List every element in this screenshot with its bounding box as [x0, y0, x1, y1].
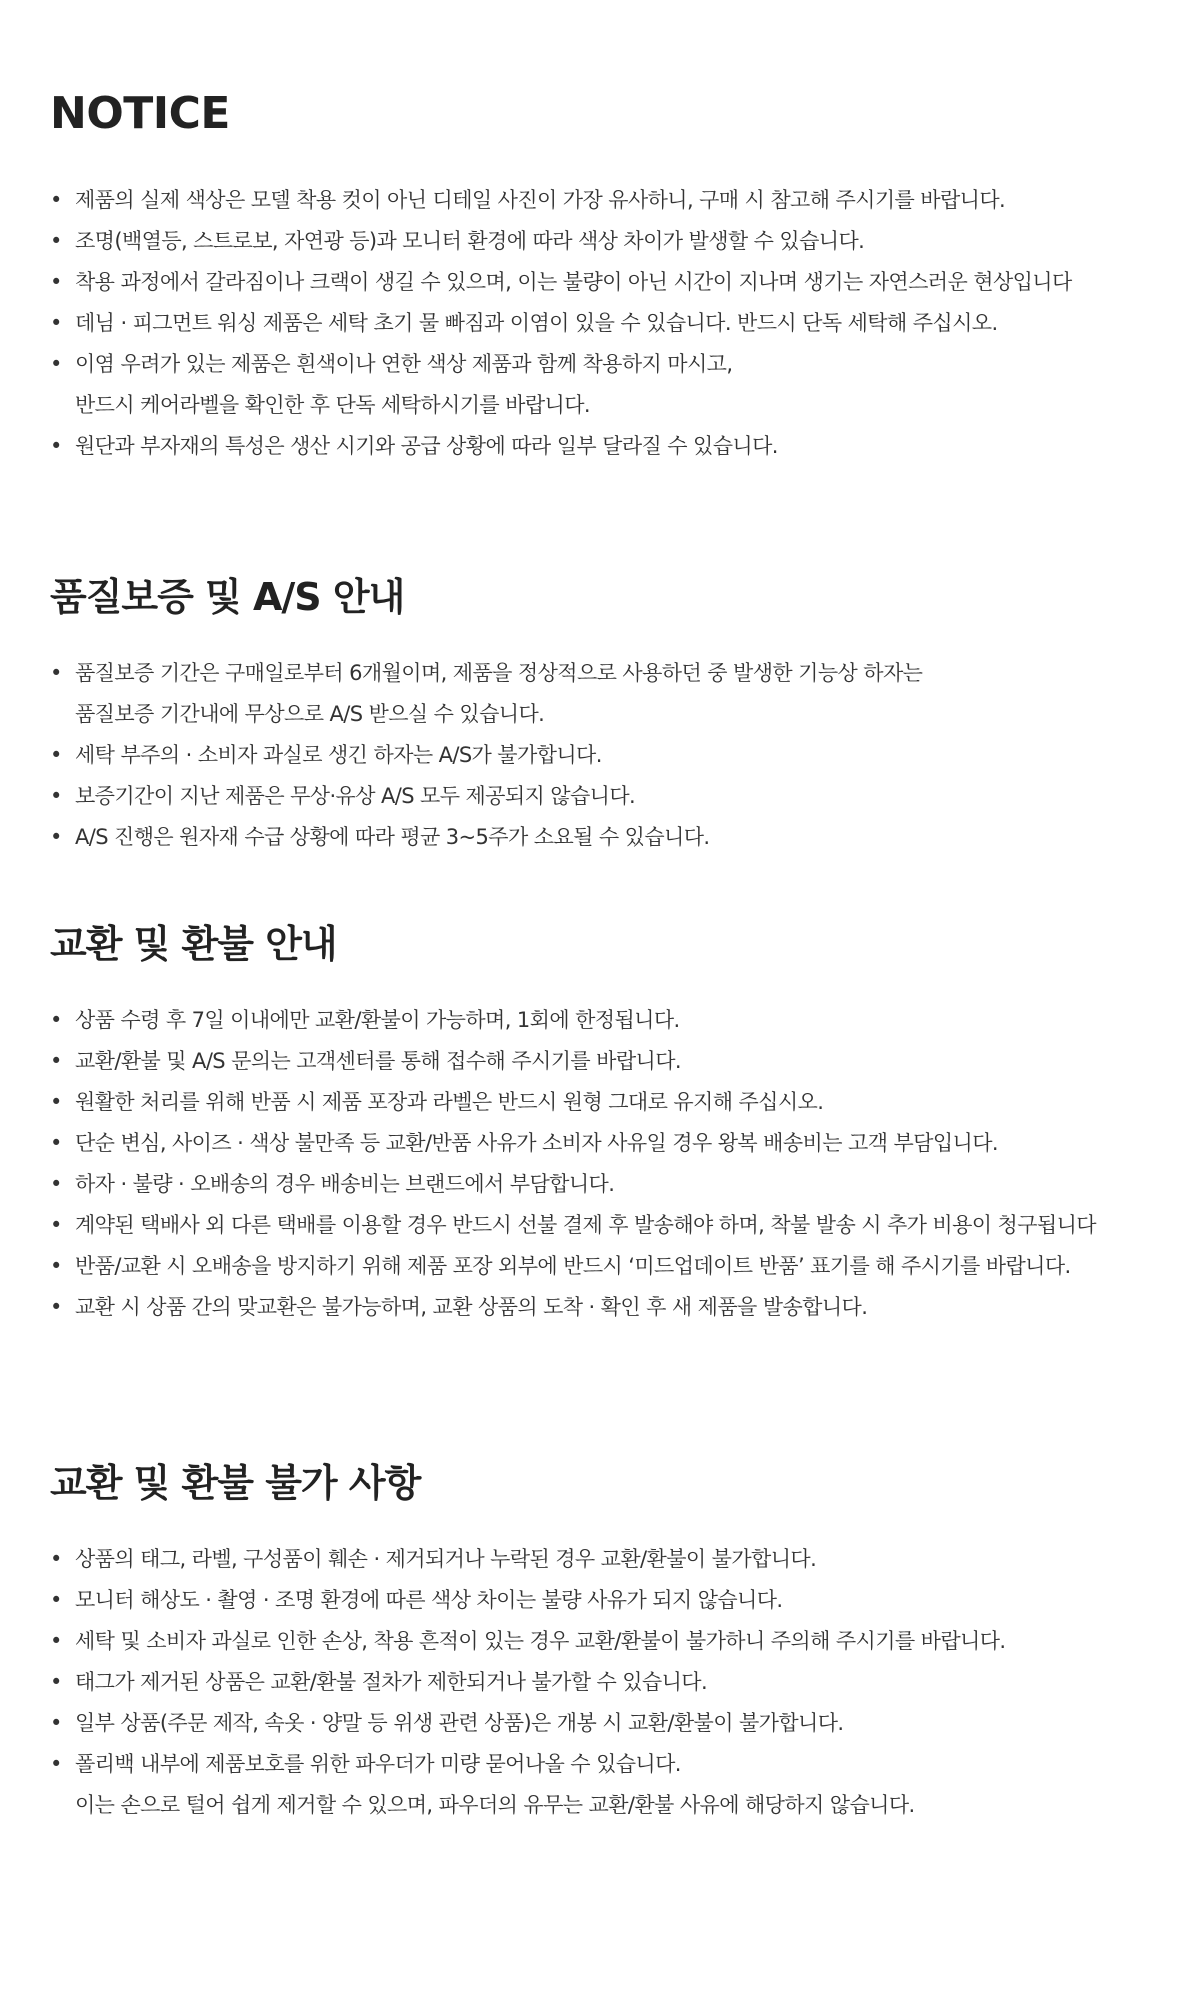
bullet-icon: •: [50, 1547, 62, 1571]
list-item: [50, 1246, 1190, 1287]
list-item: [50, 1703, 1190, 1744]
bullet-icon: •: [50, 188, 62, 212]
list-item: [50, 1123, 1190, 1164]
bullet-icon: •: [50, 1131, 62, 1155]
notice-section: [50, 88, 1190, 467]
bullet-icon: •: [50, 1254, 62, 1278]
list-item: [50, 653, 1190, 735]
bullet-icon: •: [50, 1049, 62, 1073]
list-item: [50, 1580, 1190, 1621]
list-item-text: 반품/교환 시 오배송을 방지하기 위해 제품 포장 외부에 반드시 ‘미드업데이트 반품’ 표기를 해 주시기를 바랍니다.: [75, 1254, 1071, 1278]
list-item-text: 조명(백열등, 스트로보, 자연광 등)과 모니터 환경에 따라 색상 차이가 발생할 수 있습니다.: [75, 229, 865, 253]
list-item-text: 데님 · 피그먼트 워싱 제품은 세탁 초기 물 빠짐과 이염이 있을 수 있습니다. 반드시 단독 세탁해 주십시오.: [75, 311, 998, 335]
list-item: [50, 1041, 1190, 1082]
list-item-text: 반드시 케어라벨을 확인한 후 단독 세탁하시기를 바랍니다.: [75, 393, 590, 417]
bullet-icon: •: [50, 311, 62, 335]
list-item-text: 보증기간이 지난 제품은 무상·유상 A/S 모두 제공되지 않습니다.: [75, 784, 636, 808]
list-item: [50, 1000, 1190, 1041]
list-item-text: 품질보증 기간내에 무상으로 A/S 받으실 수 있습니다.: [75, 702, 545, 726]
bullet-icon: •: [50, 661, 62, 685]
bullet-icon: •: [50, 352, 62, 376]
bullet-icon: •: [50, 784, 62, 808]
list-item: [50, 1205, 1190, 1246]
list-item: [50, 426, 1190, 467]
exchange-list: [50, 1000, 1190, 1328]
list-item-text: 단순 변심, 사이즈 · 색상 불만족 등 교환/반품 사유가 소비자 사유일 경우 왕복 배송비는 고객 부담입니다.: [75, 1131, 998, 1155]
list-item-text: 착용 과정에서 갈라짐이나 크랙이 생길 수 있으며, 이는 불량이 아닌 시간이 지나며 생기는 자연스러운 현상입니다: [75, 270, 1072, 294]
notice-list: [50, 180, 1190, 467]
warranty-heading: 품질보증 및 A/S 안내: [50, 575, 405, 619]
list-item: [50, 1662, 1190, 1703]
list-item: [50, 817, 1190, 858]
notice-heading: NOTICE: [50, 88, 230, 139]
bullet-icon: •: [50, 1711, 62, 1735]
list-item: [50, 1539, 1190, 1580]
bullet-icon: •: [50, 1670, 62, 1694]
list-item: [50, 1621, 1190, 1662]
warranty-section: [50, 573, 1190, 858]
bullet-icon: •: [50, 1090, 62, 1114]
list-item-text: 세탁 및 소비자 과실로 인한 손상, 착용 흔적이 있는 경우 교환/환불이 불가하니 주의해 주시기를 바랍니다.: [75, 1629, 1006, 1653]
list-item-text: 모니터 해상도 · 촬영 · 조명 환경에 따른 색상 차이는 불량 사유가 되지 않습니다.: [75, 1588, 783, 1612]
list-item-text: 태그가 제거된 상품은 교환/환불 절차가 제한되거나 불가할 수 있습니다.: [75, 1670, 708, 1694]
list-item-text: 계약된 택배사 외 다른 택배를 이용할 경우 반드시 선불 결제 후 발송해야 하며, 착불 발송 시 추가 비용이 청구됩니다: [75, 1213, 1096, 1237]
no-exchange-heading: 교환 및 환불 불가 사항: [50, 1461, 421, 1505]
no-exchange-list: [50, 1539, 1190, 1826]
list-item-text: 이는 손으로 털어 쉽게 제거할 수 있으며, 파우더의 유무는 교환/환불 사유에 해당하지 않습니다.: [75, 1793, 915, 1817]
bullet-icon: •: [50, 1629, 62, 1653]
list-item-text: 상품의 태그, 라벨, 구성품이 훼손 · 제거되거나 누락된 경우 교환/환불이 불가합니다.: [75, 1547, 817, 1571]
bullet-icon: •: [50, 1213, 62, 1237]
list-item-text: 원활한 처리를 위해 반품 시 제품 포장과 라벨은 반드시 원형 그대로 유지해 주십시오.: [75, 1090, 824, 1114]
list-item-text: 원단과 부자재의 특성은 생산 시기와 공급 상황에 따라 일부 달라질 수 있습니다.: [75, 434, 778, 458]
list-item: [50, 1164, 1190, 1205]
list-item-text: 제품의 실제 색상은 모델 착용 컷이 아닌 디테일 사진이 가장 유사하니, 구매 시 참고해 주시기를 바랍니다.: [75, 188, 1006, 212]
bullet-icon: •: [50, 1172, 62, 1196]
list-item-text: 이염 우려가 있는 제품은 흰색이나 연한 색상 제품과 함께 착용하지 마시고,: [75, 352, 733, 376]
list-item-text: 세탁 부주의 · 소비자 과실로 생긴 하자는 A/S가 불가합니다.: [75, 743, 602, 767]
bullet-icon: •: [50, 825, 62, 849]
bullet-icon: •: [50, 270, 62, 294]
list-item-text: 교환 시 상품 간의 맞교환은 불가능하며, 교환 상품의 도착 · 확인 후 새 제품을 발송합니다.: [75, 1295, 868, 1319]
list-item-text: 교환/환불 및 A/S 문의는 고객센터를 통해 접수해 주시기를 바랍니다.: [75, 1049, 681, 1073]
no-exchange-section: [50, 1459, 1190, 1826]
list-item: [50, 776, 1190, 817]
list-item-text: 폴리백 내부에 제품보호를 위한 파우더가 미량 묻어나올 수 있습니다.: [75, 1752, 681, 1776]
bullet-icon: •: [50, 434, 62, 458]
bullet-icon: •: [50, 1588, 62, 1612]
list-item: [50, 221, 1190, 262]
list-item-text: 품질보증 기간은 구매일로부터 6개월이며, 제품을 정상적으로 사용하던 중 발생한 기능상 하자는: [75, 661, 923, 685]
bullet-icon: •: [50, 229, 62, 253]
list-item: [50, 1082, 1190, 1123]
bullet-icon: •: [50, 1295, 62, 1319]
bullet-icon: •: [50, 743, 62, 767]
list-item: [50, 1287, 1190, 1328]
list-item: [50, 262, 1190, 303]
bullet-icon: •: [50, 1008, 62, 1032]
list-item: [50, 735, 1190, 776]
exchange-section: [50, 920, 1190, 1328]
list-item-text: A/S 진행은 원자재 수급 상황에 따라 평균 3~5주가 소요될 수 있습니다.: [75, 825, 710, 849]
list-item: [50, 1744, 1190, 1826]
list-item: [50, 180, 1190, 221]
list-item: [50, 344, 1190, 426]
list-item-text: 일부 상품(주문 제작, 속옷 · 양말 등 위생 관련 상품)은 개봉 시 교환/환불이 불가합니다.: [75, 1711, 844, 1735]
bullet-icon: •: [50, 1752, 62, 1776]
exchange-heading: 교환 및 환불 안내: [50, 922, 337, 966]
list-item: [50, 303, 1190, 344]
warranty-list: [50, 653, 1190, 858]
list-item-text: 상품 수령 후 7일 이내에만 교환/환불이 가능하며, 1회에 한정됩니다.: [75, 1008, 680, 1032]
list-item-text: 하자 · 불량 · 오배송의 경우 배송비는 브랜드에서 부담합니다.: [75, 1172, 615, 1196]
